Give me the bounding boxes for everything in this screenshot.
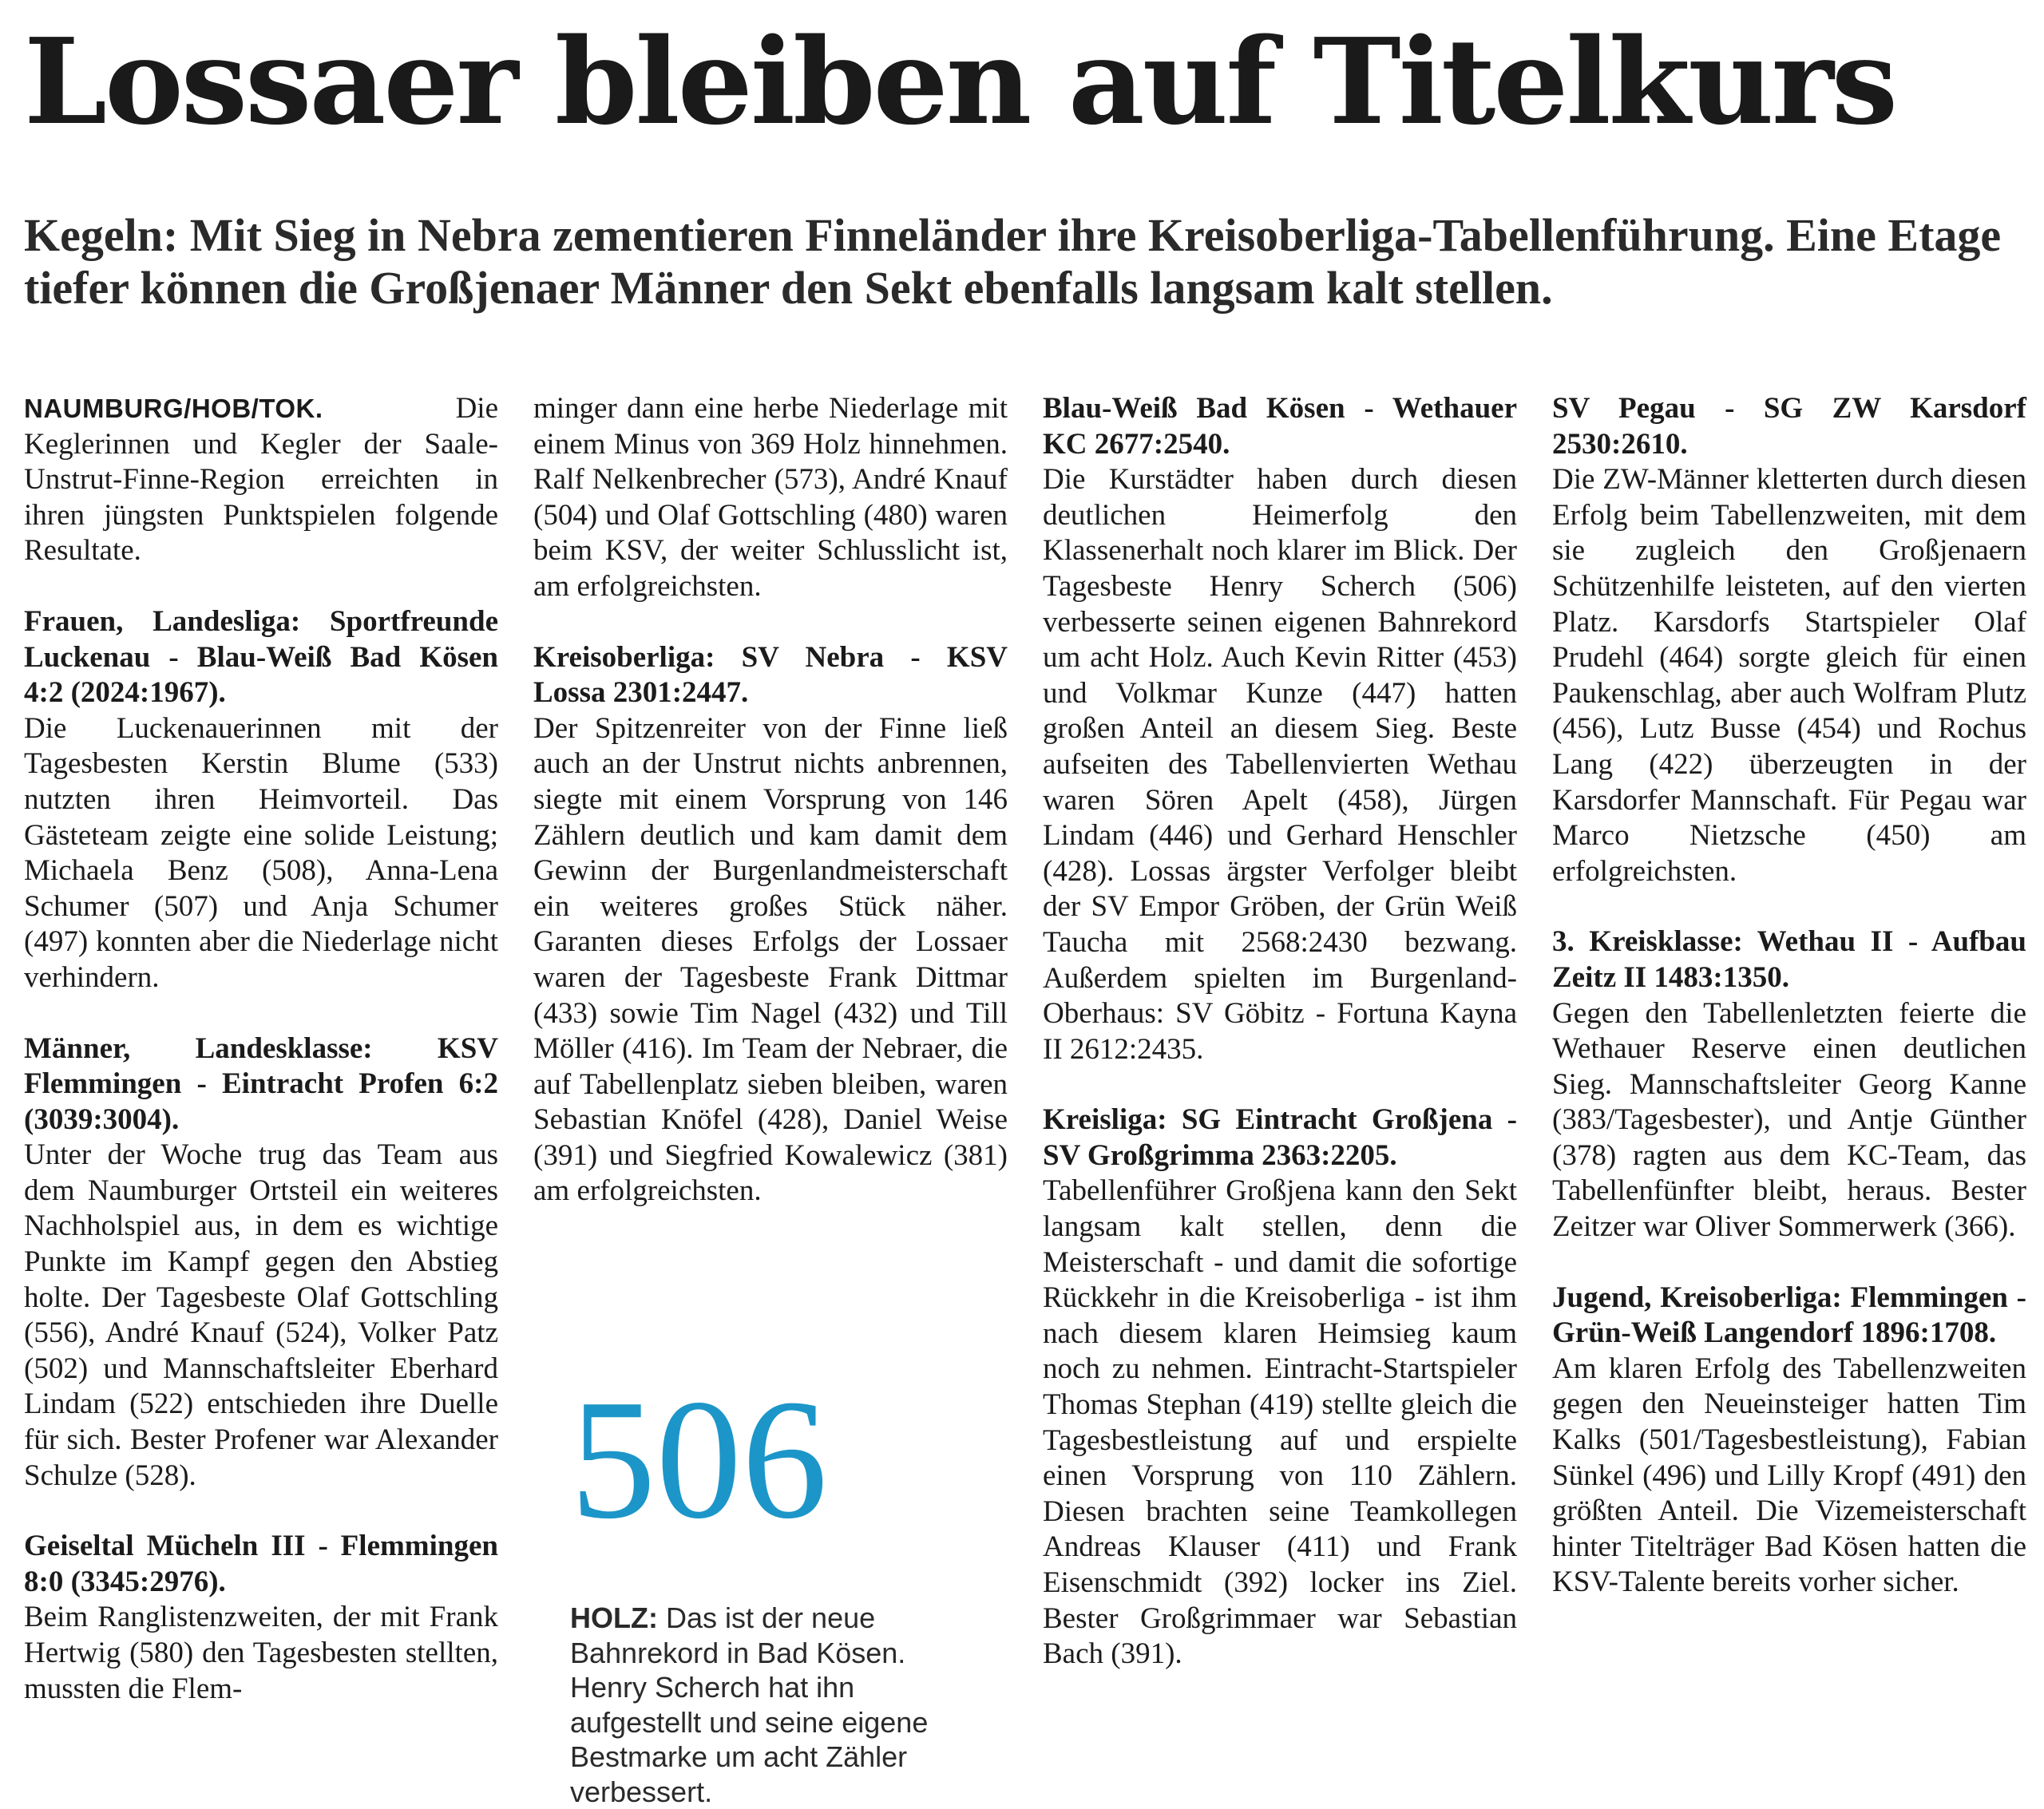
section-body-continued: minger dann eine herbe Niederlage mit einem Minus von 369 Holz hinnehmen. Ralf Nelkenbrecher (573), André Knauf (504) und Olaf Gottschling (480) waren beim KSV, der weiter Schlusslicht ist, am erfolgreichsten. <box>533 392 1008 603</box>
section-body: Die Luckenauerinnen mit der Tagesbesten Kerstin Blume (533) nutzten ihren Heimvorteil. Das Gästeteam zeigte eine solide Leistung; Michaela Benz (508), Anna-Lena Schumer (507) und Anja Schumer (497) konnten aber die Niederlage nicht verhindern. <box>24 711 498 994</box>
article-column-4 <box>1552 391 2026 1601</box>
section-pegau-karsdorf <box>1552 391 2026 889</box>
section-kreisliga-grossjena <box>1043 1102 1517 1672</box>
section-heading: Männer, Landesklasse: KSV Flemmingen - Eintracht Profen 6:2 (3039:3004). <box>24 1031 498 1136</box>
section-body: Der Spitzenreiter von der Finne ließ auch an der Unstrut nichts anbrennen, siegte mit einem Vorsprung von 146 Zählern deutlich und kam damit dem Gewinn der Burgenlandmeisterschaft ein weiteres großes Stück näher. Garanten dieses Erfolgs der Lossaer waren der Tagesbeste Frank Dittmar (433) sowie Tim Nagel (432) und Till Möller (416). Im Team der Nebraer, die auf Tabellenplatz sieben bleiben, waren Sebastian Knöfel (428), Daniel Weise (391) und Siegfried Kowalewicz (381) am erfolgreichsten. <box>533 711 1008 1208</box>
article-column-1 <box>24 391 498 1707</box>
section-body: Die Kurstädter haben durch diesen deutlichen Heimerfolg den Klassenerhalt noch klarer im Blick. Der Tagesbeste Henry Scherch (506) verbesserte seinen eigenen Bahnrekord um acht Holz. Auch Kevin Ritter (453) und Volkmar Kunze (447) hatten großen Anteil an diesem Sieg. Beste aufseiten des Tabellenvierten Wethau waren Sören Apelt (458), Jürgen Lindam (446) und Gerhard Henschler (428). Lossas ärgster Verfolger bleibt der SV Empor Gröben, der Grün Weiß Taucha mit 2568:2430 bezwang. Außerdem spielten im Burgenland-Oberhaus: SV Göbitz - Fortuna Kayna II 2612:2435. <box>1043 463 1517 1066</box>
fact-description: Das ist der neue Bahnrekord in Bad Kösen. Henry Scherch hat ihn aufgestellt und seine eigene Bestmarke um acht Zähler verbessert. <box>570 1601 929 1808</box>
section-heading: Geiseltal Mücheln III - Flemmingen 8:0 (3345:2976). <box>24 1530 498 1598</box>
intro-paragraph <box>24 391 498 569</box>
section-geiseltal-muecheln <box>24 1529 498 1707</box>
section-heading: Kreisoberliga: SV Nebra - KSV Lossa 2301:2447. <box>533 640 1008 710</box>
headline: Lossaer bleiben auf Titelkurs <box>24 12 1896 151</box>
fact-label: HOLZ: <box>570 1601 658 1634</box>
section-body: Am klaren Erfolg des Tabellenzweiten gegen den Neueinsteiger hatten Tim Kalks (501/Tagesbestleistung), Fabian Sünkel (496) und Lilly Kropf (491) den größten Anteil. Die Vizemeisterschaft hinter Titelträger Bad Kösen hatten die KSV-Talente bereits vorher sicher. <box>1552 1352 2026 1599</box>
section-heading: SV Pegau - SG ZW Karsdorf 2530:2610. <box>1552 392 2026 461</box>
section-kreisoberliga-nebra <box>533 640 1008 1210</box>
section-body: Gegen den Tabellenletzten feierte die Wethauer Reserve einen deutlichen Sieg. Mannschaftsleiter Georg Kanne (383/Tagesbester), und Antje Günther (378) ragten aus dem KC-Team, das Tabellenfünfter bleibt, heraus. Bester Zeitzer war Oliver Sommerwerk (366). <box>1552 996 2026 1244</box>
subline: Kegeln: Mit Sieg in Nebra zementieren Finneländer ihre Kreisoberliga-Tabellenführung. Eine Etage tiefer können die Großjenaer Männer den Sekt ebenfalls langsam kalt stellen. <box>24 209 2002 315</box>
section-3-kreisklasse <box>1552 924 2026 1245</box>
intro-text: Die Keglerinnen und Kegler der Saale-Unstrut-Finne-Region erreichten in ihren jüngsten Punktspielen folgende Resultate. <box>24 392 498 568</box>
fact-box <box>570 1364 985 1809</box>
section-body: Beim Ranglistenzweiten, der mit Frank Hertwig (580) den Tagesbesten stellten, mussten die Flem- <box>24 1601 498 1705</box>
fact-number: 506 <box>570 1364 828 1554</box>
section-body: Unter der Woche trug das Team aus dem Naumburger Ortsteil ein weiteres Nachholspiel aus, in dem es wichtige Punkte im Kampf gegen den Abstieg holte. Der Tagesbeste Olaf Gottschling (556), André Knauf (524), Volker Patz (502) und Mannschaftsleiter Eberhard Lindam (522) entschieden ihre Duelle für sich. Bester Profener war Alexander Schulze (528). <box>24 1138 498 1492</box>
article-column-2 <box>533 391 1008 1209</box>
article-column-3 <box>1043 391 1517 1672</box>
section-body: Tabellenführer Großjena kann den Sekt langsam kalt stellen, denn die Meisterschaft - und damit die sofortige Rückkehr in die Kreisoberliga - ist ihm nach diesem klaren Heimsieg kaum noch zu nehmen. Eintracht-Startspieler Thomas Stephan (419) stellte gleich die Tagesbestleistung auf und erspielte einen Vorsprung von 110 Zählern. Diesen brachten seine Teamkollegen Andreas Klauser (411) und Frank Eisenschmidt (392) locker ins Ziel. Bester Großgrimmaer war Sebastian Bach (391). <box>1043 1174 1517 1671</box>
section-body: Die ZW-Männer kletterten durch diesen Erfolg beim Tabellenzweiten, mit dem sie zugleich den Großjenaern Schützenhilfe leisteten, auf den vierten Platz. Karsdorfs Startspieler Olaf Prudehl (464) sorgte gleich für einen Paukenschlag, aber auch Wolfram Plutz (456), Lutz Busse (454) und Rochus Lang (422) überzeugten in der Karsdorfer Mannschaft. Für Pegau war Marco Nietzsche (450) am erfolgreichsten. <box>1552 463 2026 888</box>
section-bad-koesen-wethau <box>1043 391 1517 1067</box>
section-heading: Jugend, Kreisoberliga: Flemmingen - Grün-Weiß Langendorf 1896:1708. <box>1552 1281 2026 1350</box>
section-maenner-landesklasse <box>24 1031 498 1494</box>
dateline: NAUMBURG/HOB/TOK. <box>24 394 323 423</box>
section-heading: Frauen, Landesliga: Sportfreunde Luckenau - Blau-Weiß Bad Kösen 4:2 (2024:1967). <box>24 604 498 710</box>
fact-text <box>570 1601 985 1809</box>
section-heading: 3. Kreisklasse: Wethau II - Aufbau Zeitz II 1483:1350. <box>1552 925 2026 994</box>
section-frauen-landesliga <box>24 604 498 996</box>
section-geiseltal-continued <box>533 391 1008 605</box>
section-jugend-kreisoberliga <box>1552 1281 2026 1601</box>
section-heading: Blau-Weiß Bad Kösen - Wethauer KC 2677:2540. <box>1043 392 1517 461</box>
section-heading: Kreisliga: SG Eintracht Großjena - SV Großgrimma 2363:2205. <box>1043 1103 1517 1172</box>
